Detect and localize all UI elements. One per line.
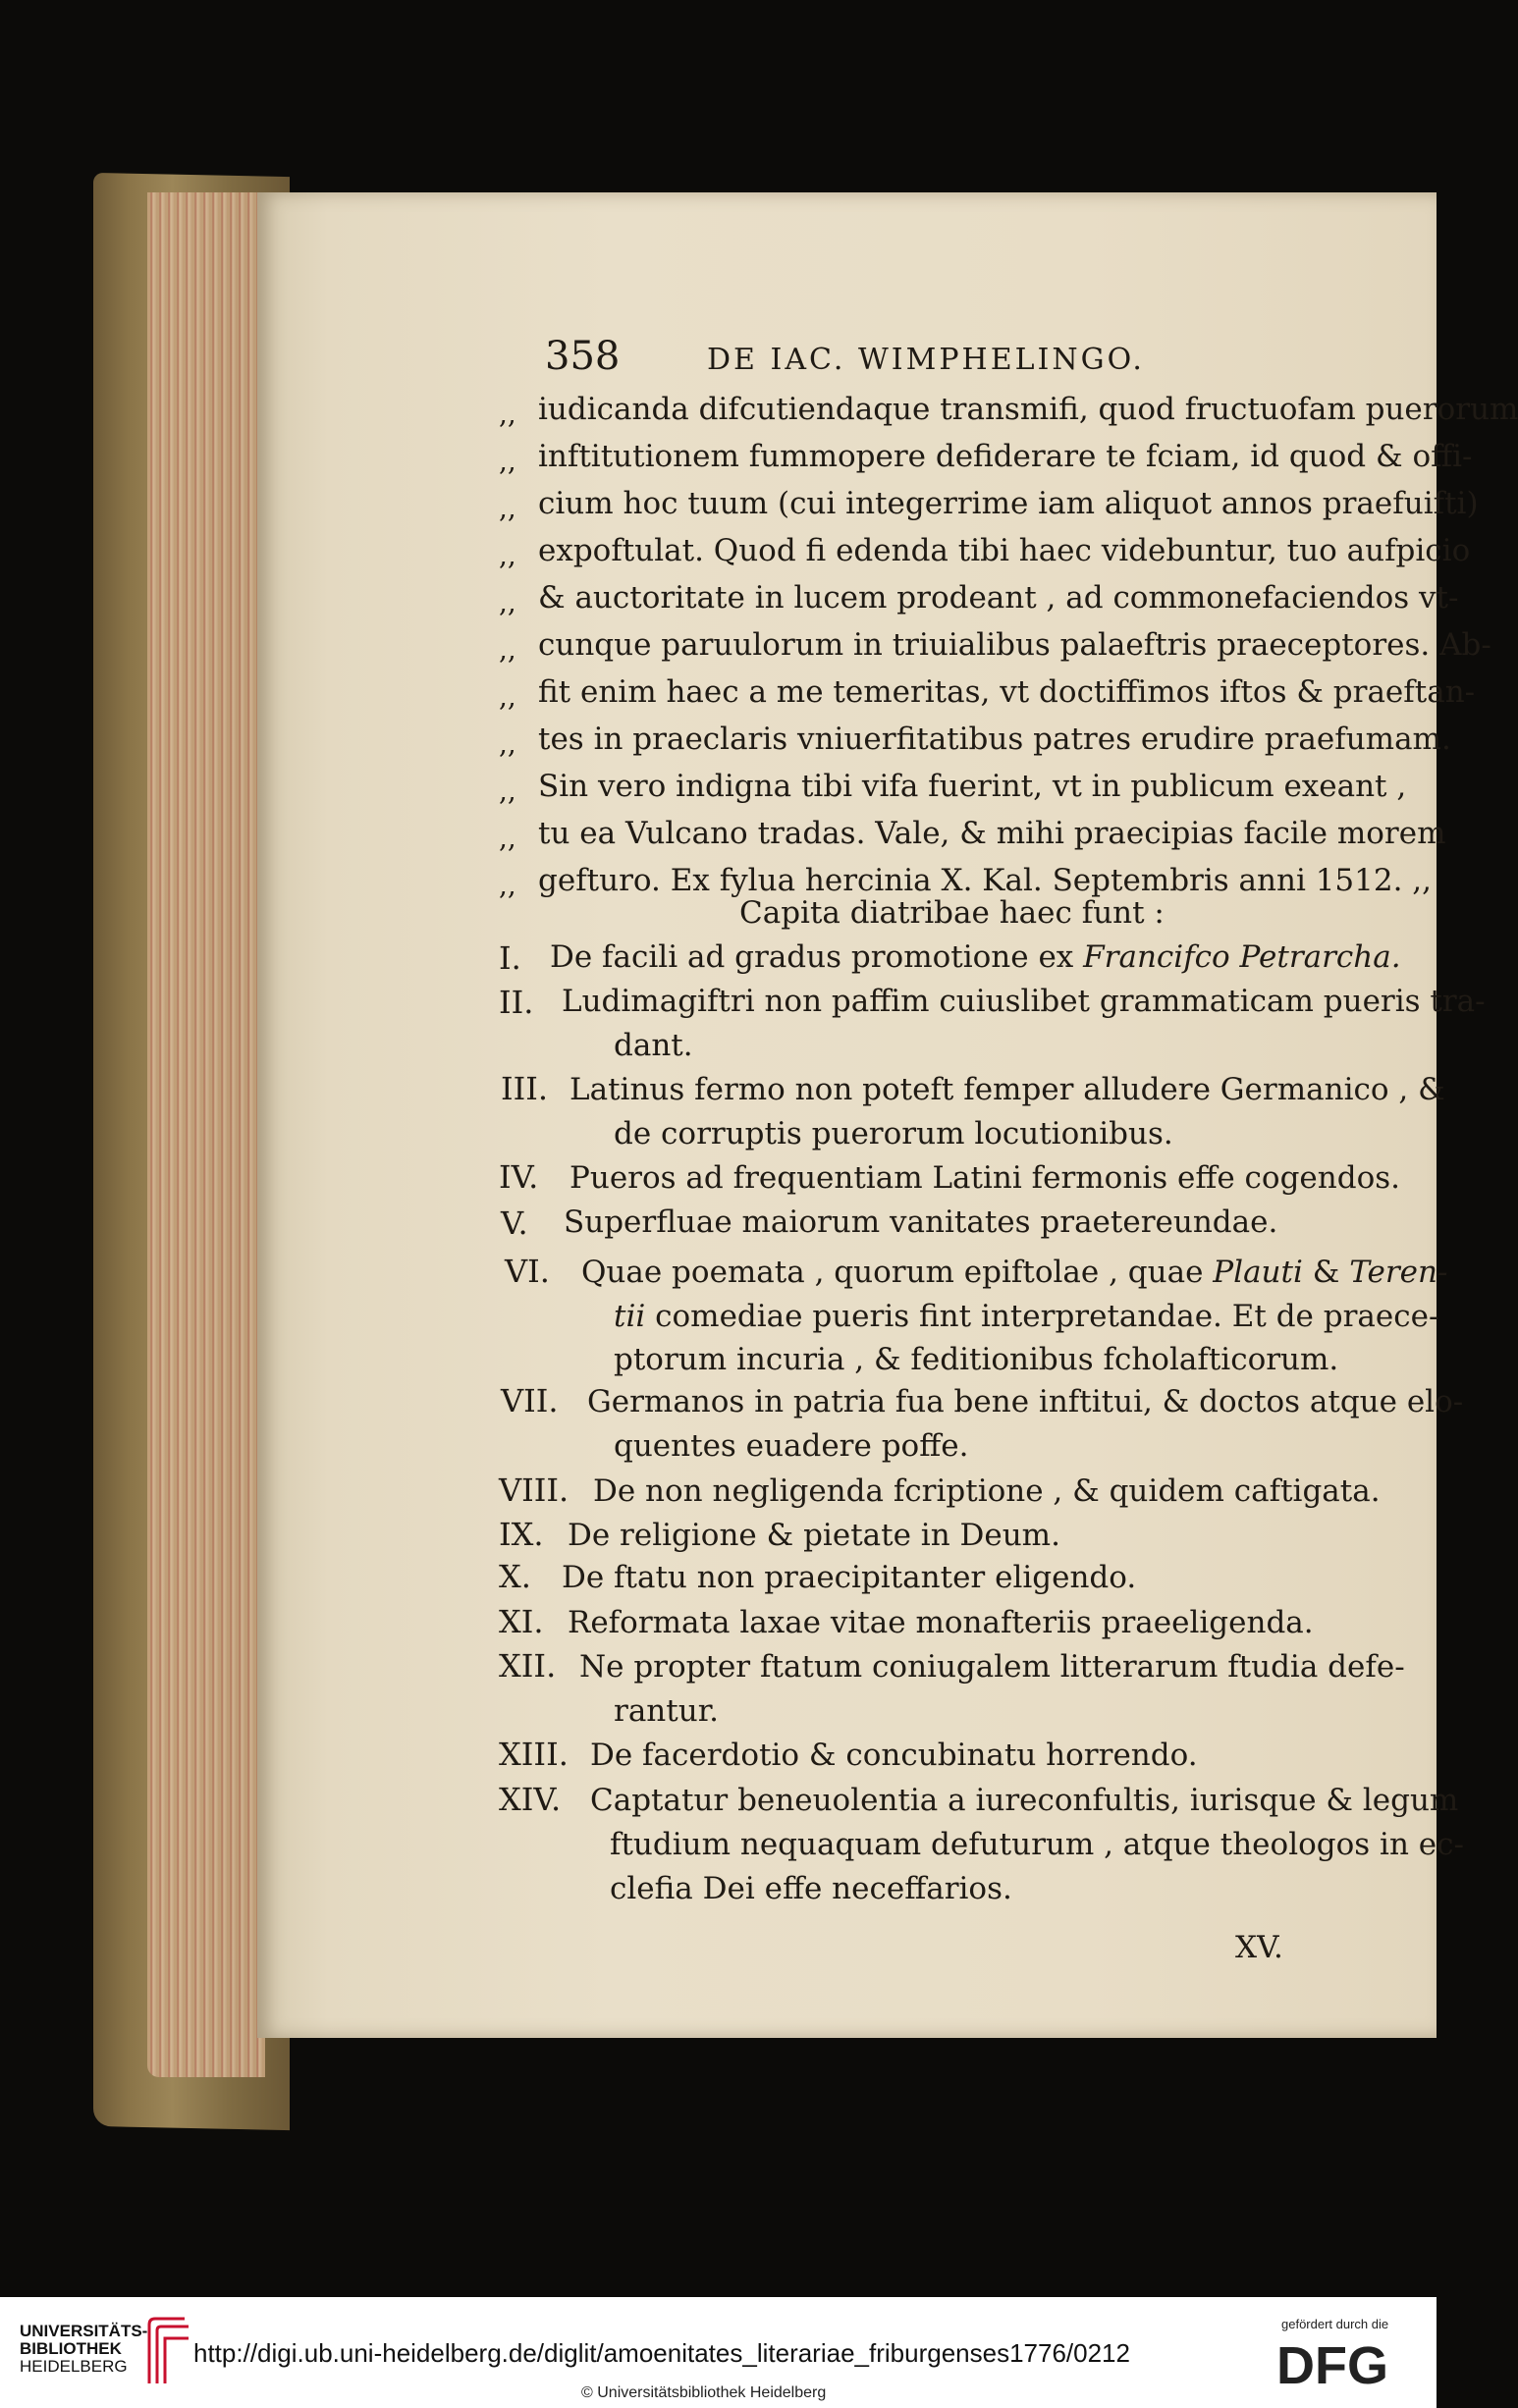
letter-line: fit enim haec a me temeritas, vt doctiffimos iftos & praeftan-	[538, 674, 1476, 710]
chapter-line: Ne propter ftatum coniugalem litterarum ftudia defe-	[579, 1649, 1405, 1685]
chapter-line: quentes euadere poffe.	[614, 1428, 969, 1464]
quote-mark: ,,	[499, 727, 516, 760]
chapter-line: clefia Dei effe neceffarios.	[610, 1871, 1012, 1906]
letter-line: expoftulat. Quod fi edenda tibi haec videbuntur, tuo aufpicio	[538, 533, 1471, 568]
chapter-line: De facili ad gradus promotione ex Francifco Petrarcha.	[550, 939, 1401, 975]
quote-mark: ,,	[499, 869, 516, 901]
chapter-number: VIII.	[499, 1472, 569, 1509]
letter-line: & auctoritate in lucem prodeant , ad commonefaciendos vt-	[538, 580, 1459, 615]
letter-line: Sin vero indigna tibi vifa fuerint, vt in publicum exeant ,	[538, 769, 1407, 804]
chapter-number: XI.	[499, 1603, 544, 1640]
chapter-line: Captatur beneuolentia a iureconfultis, iurisque & legum	[590, 1783, 1459, 1818]
chapter-line: De religione & pietate in Deum.	[568, 1518, 1060, 1553]
letter-line: gefturo. Ex fylua hercinia X. Kal. Septembris anni 1512. ,,	[538, 863, 1433, 898]
quote-mark: ,,	[499, 492, 516, 524]
letter-line: iudicanda difcutiendaque transmifi, quod fructuofam puerorum	[538, 392, 1518, 427]
funding-label: gefördert durch die	[1281, 2317, 1389, 2331]
chapter-line: ftudium nequaquam defuturum , atque theologos in ec-	[610, 1827, 1464, 1862]
copyright-notice: © Universitätsbibliothek Heidelberg	[581, 2384, 827, 2401]
running-head: DE IAC. WIMPHELINGO.	[707, 343, 1145, 377]
quote-mark: ,,	[499, 398, 516, 430]
chapter-number: VI.	[505, 1253, 550, 1290]
letter-line: cunque paruulorum in triuialibus palaeftris praeceptores. Ab-	[538, 627, 1491, 663]
quote-mark: ,,	[499, 633, 516, 666]
chapter-number: I.	[499, 939, 521, 977]
chapter-number: XIV.	[499, 1781, 562, 1818]
chapter-number: VII.	[501, 1382, 559, 1419]
page-edges	[147, 192, 265, 2077]
chapter-line: De non negligenda fcriptione , & quidem caftigata.	[593, 1473, 1381, 1509]
chapter-number: XIII.	[499, 1736, 569, 1773]
letter-line: inftitutionem fummopere defiderare te fciam, id quod & offi-	[538, 439, 1473, 474]
chapter-line: rantur.	[614, 1693, 719, 1729]
quote-mark: ,,	[499, 680, 516, 713]
dfg-logo	[1276, 2336, 1414, 2395]
chapter-number: II.	[499, 984, 534, 1021]
chapter-line: De ftatu non praecipitanter eligendo.	[562, 1560, 1137, 1595]
chapter-number: X.	[499, 1558, 531, 1595]
chapter-line: Reformata laxae vitae monafteriis praeeligenda.	[568, 1605, 1314, 1640]
footer-bar	[0, 2297, 1437, 2408]
chapter-line: tii comediae pueris fint interpretandae. Et de praece-	[614, 1299, 1439, 1334]
page-number: 358	[545, 334, 621, 379]
chapter-line: ptorum incuria , & feditionibus fcholafticorum.	[614, 1342, 1339, 1377]
chapter-number: IX.	[499, 1516, 544, 1553]
chapter-number: IV.	[499, 1158, 539, 1196]
quote-mark: ,,	[499, 822, 516, 854]
chapter-line: de corruptis puerorum locutionibus.	[614, 1116, 1173, 1151]
chapter-line: Germanos in patria fua bene inftitui, & doctos atque elo-	[587, 1384, 1464, 1419]
chapter-line: De facerdotio & concubinatu horrendo.	[590, 1738, 1198, 1773]
permalink-url[interactable]: http://digi.ub.uni-heidelberg.de/diglit/amoenitates_literariae_friburgenses1776/0212	[193, 2338, 1130, 2368]
chapter-line: dant.	[614, 1028, 693, 1063]
library-mark-icon	[145, 2315, 190, 2385]
chapter-number: III.	[501, 1070, 549, 1107]
quote-mark: ,,	[499, 445, 516, 477]
chapter-line: Pueros ad frequentiam Latini fermonis effe cogendos.	[569, 1160, 1400, 1196]
chapter-line: Quae poemata , quorum epiftolae , quae Plauti & Teren-	[581, 1255, 1448, 1290]
quote-mark: ,,	[499, 539, 516, 571]
letter-line: tes in praeclaris vniuerfitatibus patres erudire praefumam.	[538, 722, 1451, 757]
letter-line: tu ea Vulcano tradas. Vale, & mihi praecipias facile morem	[538, 816, 1446, 851]
chapter-number: V.	[501, 1204, 528, 1242]
letter-line: cium hoc tuum (cui integerrime iam aliquot annos praefuifti)	[538, 486, 1479, 521]
svg-text:DFG: DFG	[1276, 2336, 1388, 2395]
chapter-line: Ludimagiftri non paffim cuiuslibet grammaticam pueris tra-	[562, 984, 1486, 1019]
chapter-number: XII.	[499, 1647, 557, 1685]
library-logo: UNIVERSITÄTS- BIBLIOTHEK HEIDELBERG	[20, 2322, 148, 2376]
chapter-line: Latinus fermo non poteft femper alludere Germanico , &	[569, 1072, 1445, 1107]
quote-mark: ,,	[499, 586, 516, 618]
chapter-line: Superfluae maiorum vanitates praetereundae.	[564, 1204, 1278, 1240]
quote-mark: ,,	[499, 775, 516, 807]
chapters-heading: Capita diatribae haec funt :	[739, 895, 1165, 931]
catchword: XV.	[1235, 1930, 1283, 1965]
